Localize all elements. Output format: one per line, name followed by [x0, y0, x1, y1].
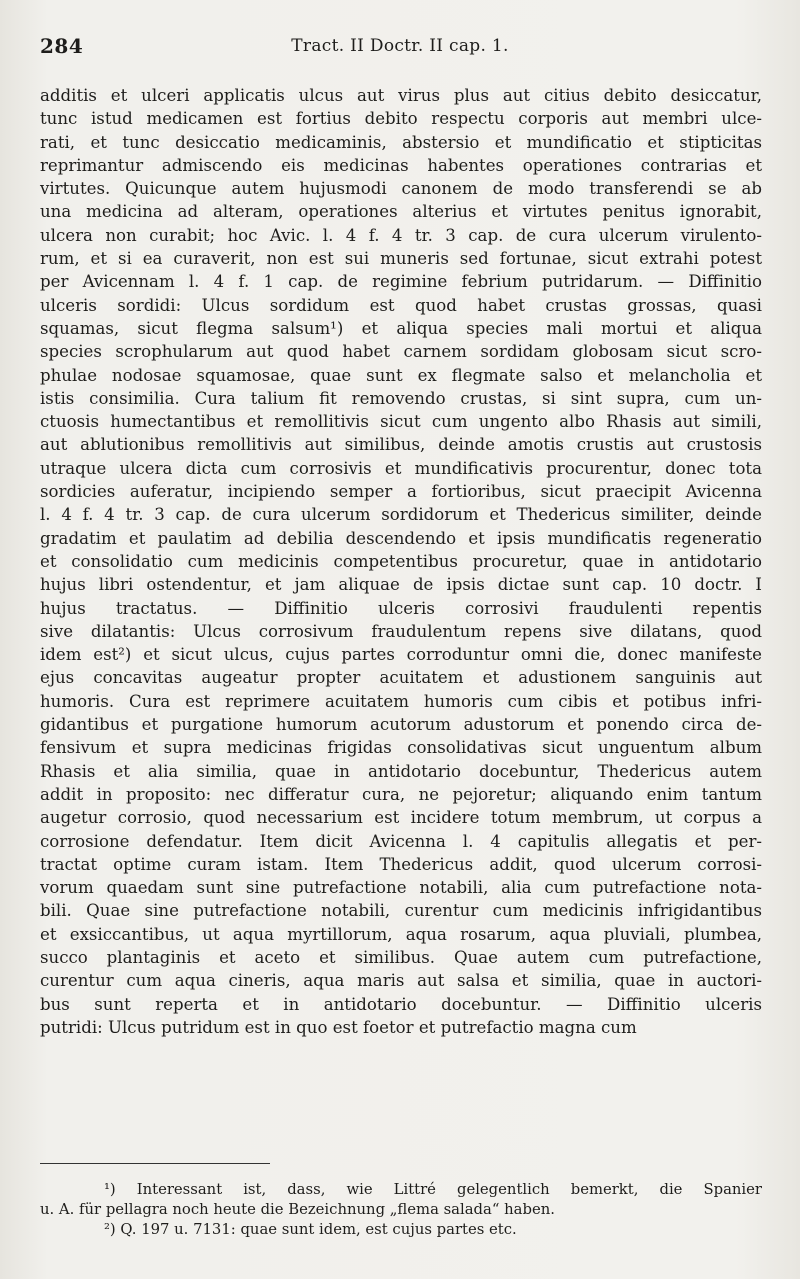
- text-line: gradatim et paulatim ad debilia descendendo et ipsis mundificatis regeneratio: [40, 528, 762, 548]
- text-line: Rhasis et alia similia, quae in antidotario docebuntur, Thedericus autem: [40, 761, 762, 781]
- footnotes: [40, 1180, 762, 1240]
- text-line: hujus tractatus. — Diffinitio ulceris corrosivi fraudulenti repentis: [40, 598, 762, 618]
- text-line: rati, et tunc desiccatio medicaminis, abstersio et mundificatio et stipticitas: [40, 132, 762, 152]
- footnote-2: ²) Q. 197 u. 7131: quae sunt idem, est cujus partes etc.: [104, 1221, 517, 1238]
- page-header: [40, 34, 760, 60]
- text-line: hujus libri ostendentur, et jam aliquae de ipsis dictae sunt cap. 10 doctr. I: [40, 575, 762, 595]
- text-line: ulcera non curabit; hoc Avic. l. 4 f. 4 tr. 3 cap. de cura ulcerum virulento-: [40, 225, 762, 245]
- text-line: addit in proposito: nec differatur cura, ne pejoretur; aliquando enim tantum: [40, 784, 762, 804]
- text-line: corrosione defendatur. Item dicit Avicenna l. 4 capitulis allegatis et per-: [40, 831, 762, 851]
- text-line: phulae nodosae squamosae, quae sunt ex flegmate salso et melancholia et: [40, 365, 762, 385]
- text-line: squamas, sicut flegma salsum¹) et aliqua species mali mortui et aliqua: [40, 318, 762, 338]
- text-line: sive dilatantis: Ulcus corrosivum fraudulentum repens sive dilatans, quod: [40, 621, 762, 641]
- text-line: virtutes. Quicunque autem hujusmodi canonem de modo transferendi se ab: [40, 179, 762, 199]
- text-line: et exsiccantibus, ut aqua myrtillorum, aqua rosarum, aqua pluviali, plumbea,: [40, 924, 762, 944]
- text-line: rum, et si ea curaverit, non est sui muneris sed fortunae, sicut extrahi potest: [40, 249, 762, 269]
- page-number: 284: [40, 34, 84, 58]
- text-line: ulceris sordidi: Ulcus sordidum est quod habet crustas grossas, quasi: [40, 295, 762, 315]
- body-text: [40, 84, 762, 1039]
- text-line: aut ablutionibus remollitivis aut similibus, deinde amotis crustis aut crustosis: [40, 435, 762, 455]
- footnote-rule: [40, 1163, 270, 1164]
- text-line: tunc istud medicamen est fortius debito respectu corporis aut membri ulce-: [40, 109, 762, 129]
- text-line: curentur cum aqua cineris, aqua maris aut salsa et similia, quae in auctori-: [40, 971, 762, 991]
- text-line: utraque ulcera dicta cum corrosivis et mundificativis procurentur, donec tota: [40, 458, 762, 478]
- text-line: bus sunt reperta et in antidotario docebuntur. — Diffinitio ulceris: [40, 994, 762, 1014]
- text-line: l. 4 f. 4 tr. 3 cap. de cura ulcerum sordidorum et Thedericus similiter, deinde: [40, 505, 762, 525]
- text-line: sordicies auferatur, incipiendo semper a fortioribus, sicut praecipit Avicenna: [40, 482, 762, 502]
- footnote-1-line-2: u. A. für pellagra noch heute die Bezeichnung „flema salada“ haben.: [40, 1201, 555, 1218]
- text-line: humoris. Cura est reprimere acuitatem humoris cum cibis et potibus infri-: [40, 691, 762, 711]
- text-line: augetur corrosio, quod necessarium est incidere totum membrum, ut corpus a: [40, 808, 762, 828]
- footnote-1-line-1: ¹) Interessant ist, dass, wie Littré gelegentlich bemerkt, die Spanier: [104, 1181, 762, 1198]
- text-line: reprimantur admiscendo eis medicinas habentes operationes contrarias et: [40, 155, 762, 175]
- text-line: succo plantaginis et aceto et similibus. Quae autem cum putrefactione,: [40, 947, 762, 967]
- running-title: Tract. II Doctr. II cap. 1.: [291, 36, 509, 56]
- text-line: istis consimilia. Cura talium fit removendo crustas, si sint supra, cum un-: [40, 388, 762, 408]
- text-line: fensivum et supra medicinas frigidas consolidativas sicut unguentum album: [40, 738, 762, 758]
- text-line: putridi: Ulcus putridum est in quo est foetor et putrefactio magna cum: [40, 1017, 637, 1037]
- text-line: gidantibus et purgatione humorum acutorum adustorum et ponendo circa de-: [40, 715, 762, 735]
- text-line: ctuosis humectantibus et remollitivis sicut cum ungento albo Rhasis aut simili,: [40, 412, 762, 432]
- text-line: species scrophularum aut quod habet carnem sordidam globosam sicut scro-: [40, 342, 762, 362]
- text-line: ejus concavitas augeatur propter acuitatem et adustionem sanguinis aut: [40, 668, 762, 688]
- text-line: additis et ulceri applicatis ulcus aut virus plus aut citius debito desiccatur,: [40, 86, 762, 105]
- text-line: bili. Quae sine putrefactione notabili, curentur cum medicinis infrigidantibus: [40, 901, 762, 921]
- text-line: tractat optime curam istam. Item Thedericus addit, quod ulcerum corrosi-: [40, 854, 762, 874]
- text-line: idem est²) et sicut ulcus, cujus partes corroduntur omni die, donec manifeste: [40, 645, 762, 665]
- text-line: per Avicennam l. 4 f. 1 cap. de regimine febrium putridarum. — Diffinitio: [40, 272, 762, 292]
- text-line: una medicina ad alteram, operationes alterius et virtutes penitus ignorabit,: [40, 202, 762, 222]
- text-line: vorum quaedam sunt sine putrefactione notabili, alia cum putrefactione nota-: [40, 878, 762, 898]
- text-line: et consolidatio cum medicinis competentibus procuretur, quae in antidotario: [40, 551, 762, 571]
